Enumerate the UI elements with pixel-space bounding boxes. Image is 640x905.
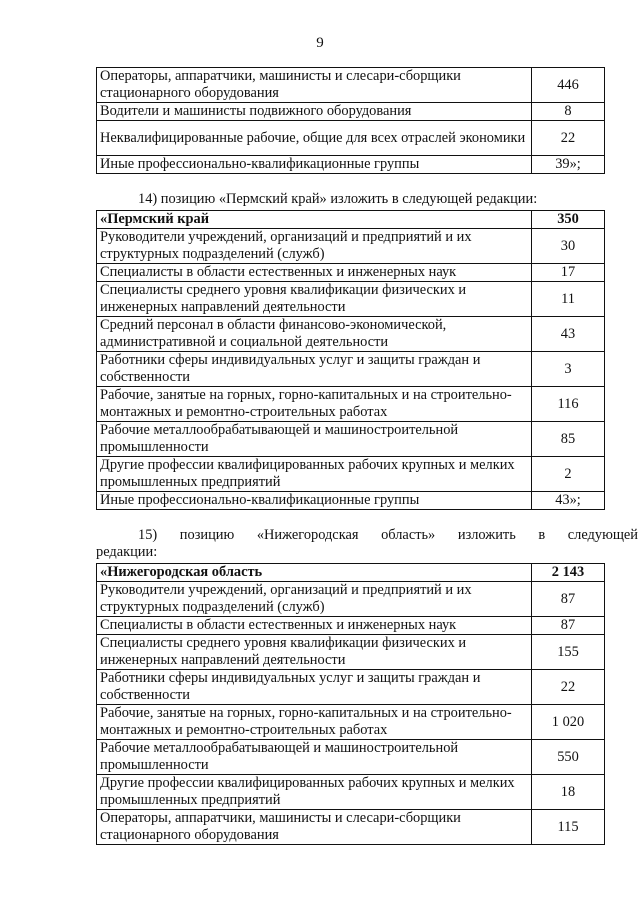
table-row [97,740,605,775]
row-name: Руководители учреждений, организаций и предприятий и их структурных подразделений (служб) [97,229,532,264]
row-name: Специалисты среднего уровня квалификации физических и инженерных направлений деятельности [97,282,532,317]
row-value: 116 [532,387,605,422]
row-value: 39»; [532,156,605,174]
paragraph-15: 15) позицию «Нижегородская область» изложить в следующей [138,527,638,543]
table-row [97,68,605,103]
table-header-row [97,564,605,582]
page-number: 9 [316,35,324,51]
perm-krai-table [96,210,605,510]
table-row [97,670,605,705]
row-value: 8 [532,103,605,121]
row-name: Иные профессионально-квалификационные группы [97,156,532,174]
row-name: Неквалифицированные рабочие, общие для всех отраслей экономики [97,121,532,156]
row-name: Иные профессионально-квалификационные группы [97,492,532,510]
table-row [97,775,605,810]
row-value: 550 [532,740,605,775]
table-row [97,705,605,740]
table-row [97,282,605,317]
table-row [97,156,605,174]
table-row [97,635,605,670]
table-row [97,617,605,635]
table-row [97,492,605,510]
occupations-table-continued [96,67,605,174]
row-value: 87 [532,582,605,617]
region-total: 2 143 [532,564,605,582]
table-row [97,229,605,264]
row-name: Операторы, аппаратчики, машинисты и слесари-сборщики стационарного оборудования [97,68,532,103]
row-value: 85 [532,422,605,457]
paragraph-14: 14) позицию «Пермский край» изложить в следующей редакции: [138,191,538,207]
paragraph-15-continuation: редакции: [96,544,158,560]
row-name: Работники сферы индивидуальных услуг и защиты граждан и собственности [97,352,532,387]
row-name: Другие профессии квалифицированных рабочих крупных и мелких промышленных предприятий [97,775,532,810]
row-value: 446 [532,68,605,103]
row-name: Специалисты в области естественных и инженерных наук [97,617,532,635]
row-value: 1 020 [532,705,605,740]
table-row [97,582,605,617]
table-header-row [97,211,605,229]
row-name: Рабочие, занятые на горных, горно-капитальных и на строительно-монтажных и ремонтно-строительных работах [97,387,532,422]
row-value: 43 [532,317,605,352]
row-name: Другие профессии квалифицированных рабочих крупных и мелких промышленных предприятий [97,457,532,492]
row-name: Специалисты среднего уровня квалификации физических и инженерных направлений деятельности [97,635,532,670]
table-row [97,103,605,121]
region-name: «Пермский край [97,211,532,229]
row-name: Рабочие, занятые на горных, горно-капитальных и на строительно-монтажных и ремонтно-строительных работах [97,705,532,740]
table-row [97,387,605,422]
table-row [97,422,605,457]
row-value: 22 [532,670,605,705]
row-value: 155 [532,635,605,670]
row-name: Руководители учреждений, организаций и предприятий и их структурных подразделений (служб) [97,582,532,617]
table-row [97,317,605,352]
row-value: 18 [532,775,605,810]
nizhny-novgorod-table [96,563,605,845]
table-row [97,121,605,156]
row-value: 3 [532,352,605,387]
row-value: 2 [532,457,605,492]
row-name: Водители и машинисты подвижного оборудования [97,103,532,121]
row-name: Операторы, аппаратчики, машинисты и слесари-сборщики стационарного оборудования [97,810,532,845]
row-value: 11 [532,282,605,317]
row-value: 22 [532,121,605,156]
table-row [97,264,605,282]
row-value: 30 [532,229,605,264]
region-name: «Нижегородская область [97,564,532,582]
row-name: Работники сферы индивидуальных услуг и защиты граждан и собственности [97,670,532,705]
table-row [97,457,605,492]
row-name: Рабочие металлообрабатывающей и машиностроительной промышленности [97,740,532,775]
row-value: 17 [532,264,605,282]
row-value: 43»; [532,492,605,510]
table-row [97,352,605,387]
region-total: 350 [532,211,605,229]
row-value: 87 [532,617,605,635]
row-name: Рабочие металлообрабатывающей и машиностроительной промышленности [97,422,532,457]
table-row [97,810,605,845]
row-name: Специалисты в области естественных и инженерных наук [97,264,532,282]
row-value: 115 [532,810,605,845]
row-name: Средний персонал в области финансово-экономической, административной и социальной деятельности [97,317,532,352]
